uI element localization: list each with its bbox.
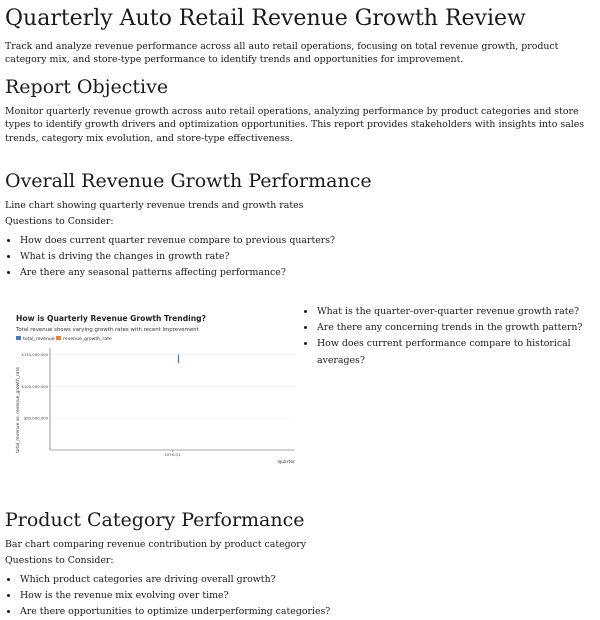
category-subtitle: Bar chart comparing revenue contribution by product category [5, 538, 307, 550]
category-questions-label: Questions to Consider: [5, 555, 114, 567]
overall-questions-label: Questions to Consider: [5, 216, 114, 228]
report-page [0, 6, 600, 620]
list-item: • How does current quarter revenue compare to previous quarters? [19, 233, 595, 249]
y-tick-layer [21, 352, 48, 421]
intro-text: Track and analyze revenue performance across all auto retail operations, focusing on total revenue growth, product category mix, and store-type performance to identify trends and opportunities for improvement. [5, 41, 559, 66]
list-item: • Are there any seasonal patterns affecting performance? [19, 265, 595, 281]
list-item: • What is the quarter-over-quarter revenue growth rate? [316, 304, 595, 320]
y-axis-label: total_revenue vs. revenue_growth_rate [16, 366, 21, 453]
objective-heading: Report Objective [5, 75, 169, 98]
page-title: Quarterly Auto Retail Revenue Growth Review [5, 6, 526, 31]
overall-questions-list [5, 233, 595, 282]
category-questions-list [5, 572, 595, 620]
list-item: • How is the revenue mix evolving over time? [19, 588, 595, 604]
category-section [5, 508, 595, 620]
legend-label-total-revenue: total_revenue [23, 336, 55, 342]
overall-subtitle: Line chart showing quarterly revenue trends and growth rates [5, 200, 304, 212]
grid-layer [50, 354, 295, 418]
list-item: • What is driving the changes in growth rate? [19, 249, 595, 265]
objective-text: Monitor quarterly revenue growth across auto retail operations, analyzing performance by product categories and store types to identify growth drivers and optimization opportunities. This report provides stakeholders with insights into sales trends, category mix evolution, and store-type effectiveness. [5, 105, 585, 144]
list-item: • Are there any concerning trends in the growth pattern? [316, 320, 595, 336]
x-tick-label: 1976-Q1 [164, 451, 181, 457]
y-tick-label: $100,000,000 [21, 383, 48, 389]
legend-swatch-total-revenue [16, 336, 21, 340]
chart-svg [5, 310, 305, 470]
category-heading: Product Category Performance [5, 508, 305, 531]
side-questions-list [302, 304, 595, 369]
revenue-growth-chart[interactable] [5, 310, 305, 470]
y-tick-label: $50,000,000 [23, 415, 48, 421]
overall-heading: Overall Revenue Growth Performance [5, 170, 372, 193]
chart-title: How is Quarterly Revenue Growth Trending? [16, 313, 206, 323]
chart-subtitle: Total revenue shows varying growth rates with recent improvement [16, 326, 199, 333]
legend-label-revenue-growth-rate: revenue_growth_rate [63, 336, 112, 342]
list-item: • Are there opportunities to optimize underperforming categories? [19, 604, 595, 620]
legend-swatch-revenue-growth-rate [56, 336, 61, 340]
x-tick-layer [164, 450, 181, 457]
y-tick-label: $150,000,000 [21, 351, 48, 357]
list-item: • Which product categories are driving overall growth? [19, 572, 595, 588]
x-axis-label: quarter [277, 459, 295, 465]
chart-row [5, 305, 595, 480]
list-item: • How does current performance compare to historical averages? [316, 336, 595, 369]
